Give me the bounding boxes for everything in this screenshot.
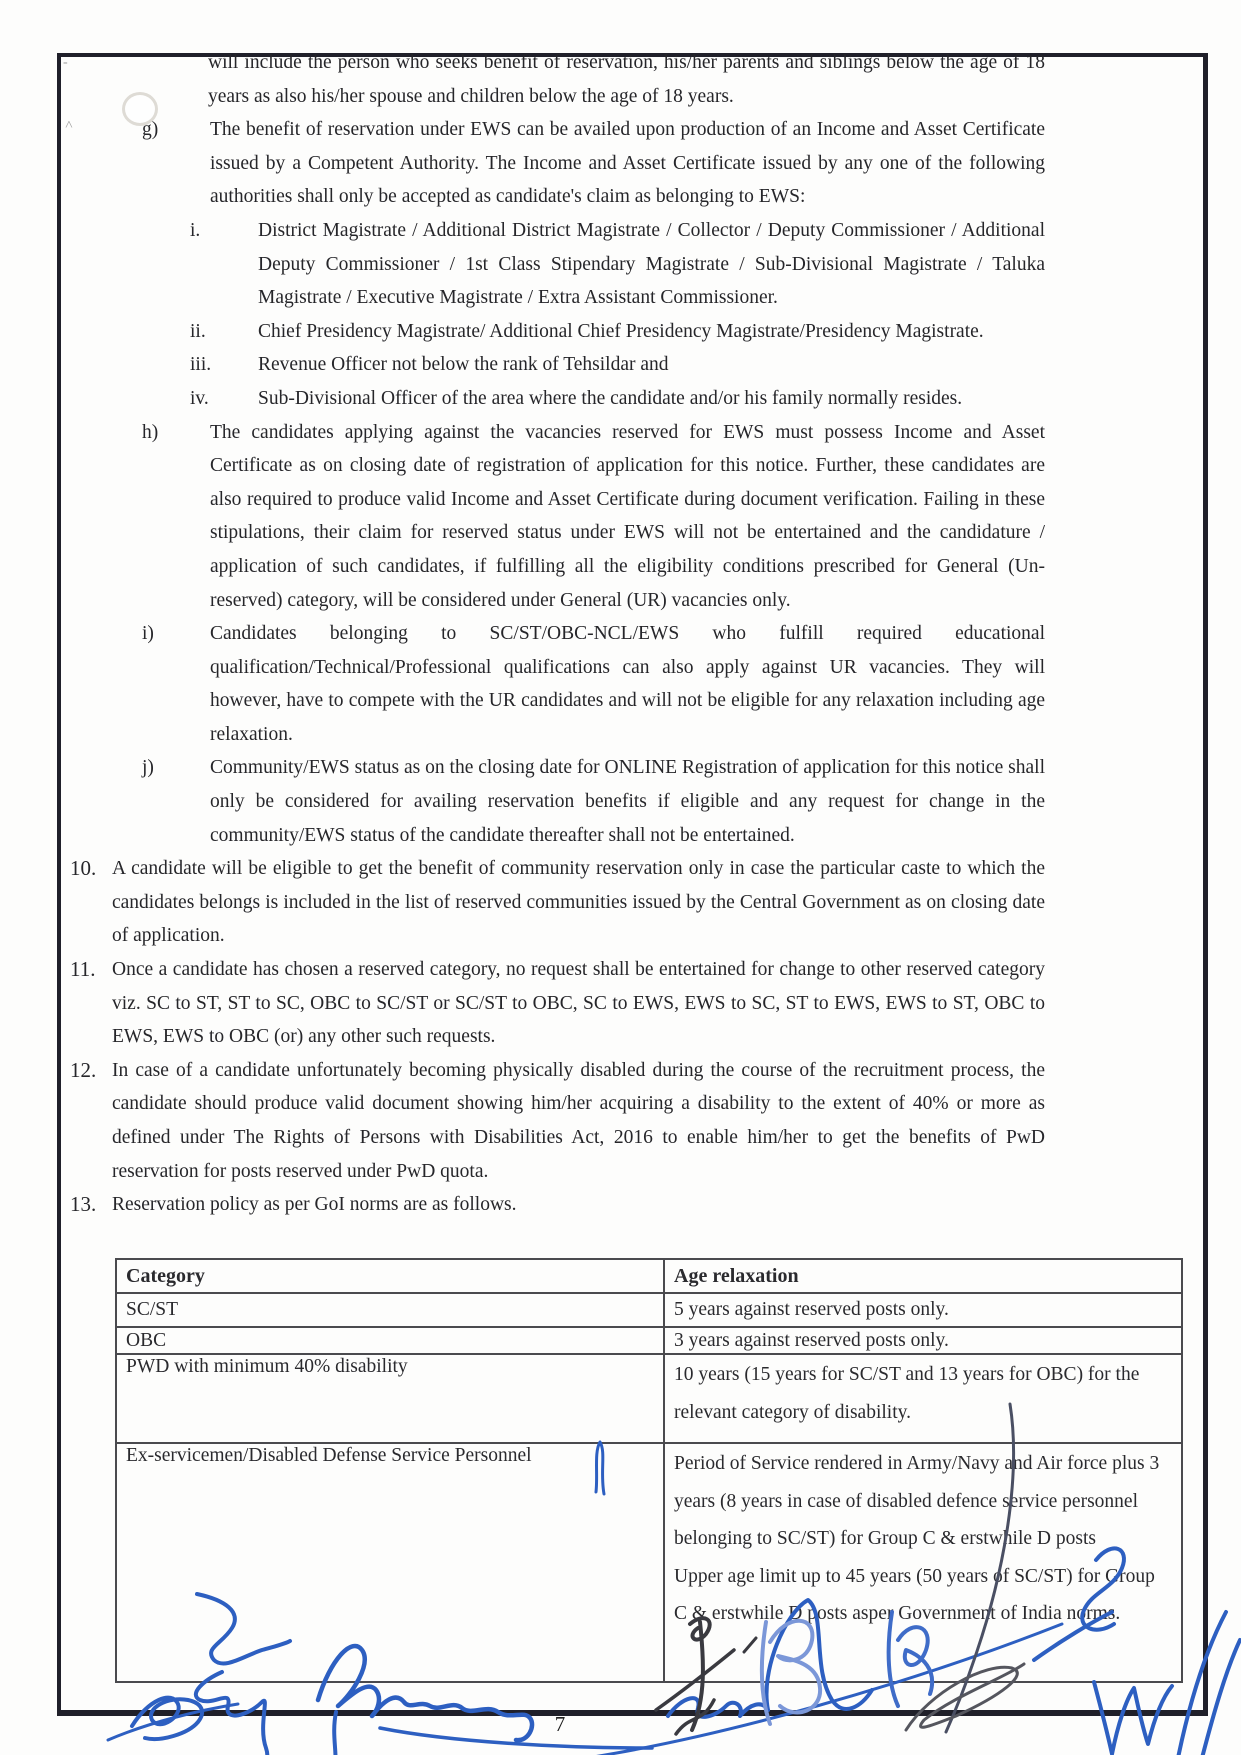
sub-item-text: District Magistrate / Additional District Magistrate / Collector / Deputy Commissioner / Additional Deputy Commissioner / 1st Class Stipendary Magistrate / Sub-Divisional Magistrate / Taluka Magistrate / Executive Magistrate / Extra Assistant Commissioner. <box>258 219 1045 309</box>
lettered-item-i <box>70 617 1045 751</box>
cell-relaxation: 3 years against reserved posts only. <box>664 1327 1182 1354</box>
item-number: 12. <box>70 1057 97 1082</box>
item-text: Once a candidate has chosen a reserved category, no request shall be entertained for change to other reserved category viz. SC to ST, ST to SC, OBC to SC/ST or SC/ST to OBC, SC to EWS, EWS to SC, ST to EWS, EWS to ST, OBC to EWS, EWS to OBC (or) any other such requests. <box>112 959 1045 1048</box>
sub-item-label: i. <box>190 219 201 241</box>
column-header-age-relaxation: Age relaxation <box>664 1259 1182 1293</box>
item-text: Community/EWS status as on the closing date for ONLINE Registration of application for this notice shall only be considered for availing reservation benefits if eligible and any request for change in the community/EWS status of the candidate thereafter shall not be entertained. <box>210 757 1045 846</box>
table-row <box>116 1327 1182 1354</box>
lettered-item-j <box>70 751 1045 852</box>
item-label: h) <box>142 421 159 443</box>
cell-relaxation: 5 years against reserved posts only. <box>664 1293 1182 1327</box>
item-label: g) <box>142 119 159 141</box>
item-text: The benefit of reservation under EWS can be availed upon production of an Income and Asset Certificate issued by a Competent Authority. The Income and Asset Certificate issued by any one of the following authorities shall only be accepted as candidate's claim as belonging to EWS: <box>210 119 1045 208</box>
sub-item-text: Revenue Officer not below the rank of Tehsildar and <box>258 354 669 376</box>
item-label: j) <box>142 757 154 779</box>
reservation-policy-table <box>115 1258 1183 1683</box>
paragraph-continuation: will include the person who seeks benefit of reservation, his/her parents and siblings below the age of 18 years as also his/her spouse and children below the age of 18 years. <box>208 52 1045 107</box>
sub-item-label: iv. <box>190 387 209 409</box>
table-row <box>116 1293 1182 1327</box>
cell-paragraph: 10 years (15 years for SC/ST and 13 years for OBC) for the relevant category of disability. <box>674 1364 1140 1423</box>
sub-item-text: Chief Presidency Magistrate/ Additional Chief Presidency Magistrate/Presidency Magistrate. <box>258 320 984 342</box>
cell-category: PWD with minimum 40% disability <box>116 1354 664 1443</box>
cell-paragraph: Period of Service rendered in Army/Navy and Air force plus 3 years (8 years in case of disabled defence service personnel belonging to SC/ST) for Group C & erstwhile D posts <box>674 1453 1160 1549</box>
item-number: 10. <box>70 856 97 881</box>
item-text: Reservation policy as per GoI norms are as follows. <box>112 1194 517 1216</box>
signature-scribble <box>330 1712 336 1755</box>
page-number: 7 <box>554 1712 566 1736</box>
sub-item-label: iii. <box>190 354 212 376</box>
cell-category: SC/ST <box>116 1293 664 1327</box>
margin-mark: ˄ <box>65 118 73 133</box>
column-header-category: Category <box>116 1259 664 1293</box>
cell-relaxation <box>664 1443 1182 1682</box>
numbered-item-13 <box>70 1188 1045 1222</box>
numbered-item-12 <box>70 1054 1045 1188</box>
table-row <box>116 1443 1182 1682</box>
item-number: 13. <box>70 1192 97 1217</box>
cell-relaxation <box>664 1354 1182 1443</box>
numbered-item-10 <box>70 852 1045 953</box>
lettered-item-h <box>70 416 1045 618</box>
item-label: i) <box>142 623 154 645</box>
sub-item-iv <box>70 382 1045 416</box>
numbered-item-11 <box>70 953 1045 1054</box>
signature-scribble <box>380 1728 652 1748</box>
sub-item-label: ii. <box>190 320 206 342</box>
item-text: A candidate will be eligible to get the benefit of community reservation only in case the particular caste to which the candidates belongs is included in the list of reserved communities issued by the Central Government as on closing date of application. <box>112 858 1045 947</box>
margin-mark: - <box>63 55 68 70</box>
item-text: In case of a candidate unfortunately becoming physically disabled during the course of the recruitment process, the candidate should produce valid document showing him/her acquiring a disability to the extent of 40% or more as defined under The Rights of Persons with Disabilities Act, 2016 to enable him/her to get the benefits of PwD reservation for posts reserved under PwD quota. <box>112 1059 1045 1182</box>
table-row <box>116 1354 1182 1443</box>
item-number: 11. <box>70 957 96 982</box>
cell-category: OBC <box>116 1327 664 1354</box>
item-text: Candidates belonging to SC/ST/OBC-NCL/EWS who fulfill required educational qualification/Technical/Professional qualifications can also apply against UR vacancies. They will however, have to compete with the UR candidates and will not be eligible for any relaxation including age relaxation. <box>210 623 1045 745</box>
sub-item-i <box>70 214 1045 315</box>
cell-category: Ex-servicemen/Disabled Defense Service Personnel <box>116 1443 664 1682</box>
document-body <box>70 46 1045 1222</box>
cell-paragraph: Upper age limit up to 45 years (50 years of SC/ST) for Group C & erstwhile D posts asper Government of India norms. <box>674 1565 1155 1624</box>
item-text: The candidates applying against the vacancies reserved for EWS must possess Income and Asset Certificate as on closing date of registration of application for this notice. Further, these candidates are also required to produce valid Income and Asset Certificate during document verification. Failing in these stipulations, their claim for reserved status under EWS will not be entertained and the candidature / application of such candidates, if fulfilling all the eligibility conditions prescribed for General (Un-reserved) category, will be considered under General (UR) vacancies only. <box>210 421 1045 611</box>
sub-item-iii <box>70 348 1045 382</box>
table-header-row <box>116 1259 1182 1293</box>
lettered-item-g <box>70 113 1045 214</box>
sub-item-ii <box>70 315 1045 349</box>
sub-item-text: Sub-Divisional Officer of the area where the candidate and/or his family normally resides. <box>258 387 963 409</box>
